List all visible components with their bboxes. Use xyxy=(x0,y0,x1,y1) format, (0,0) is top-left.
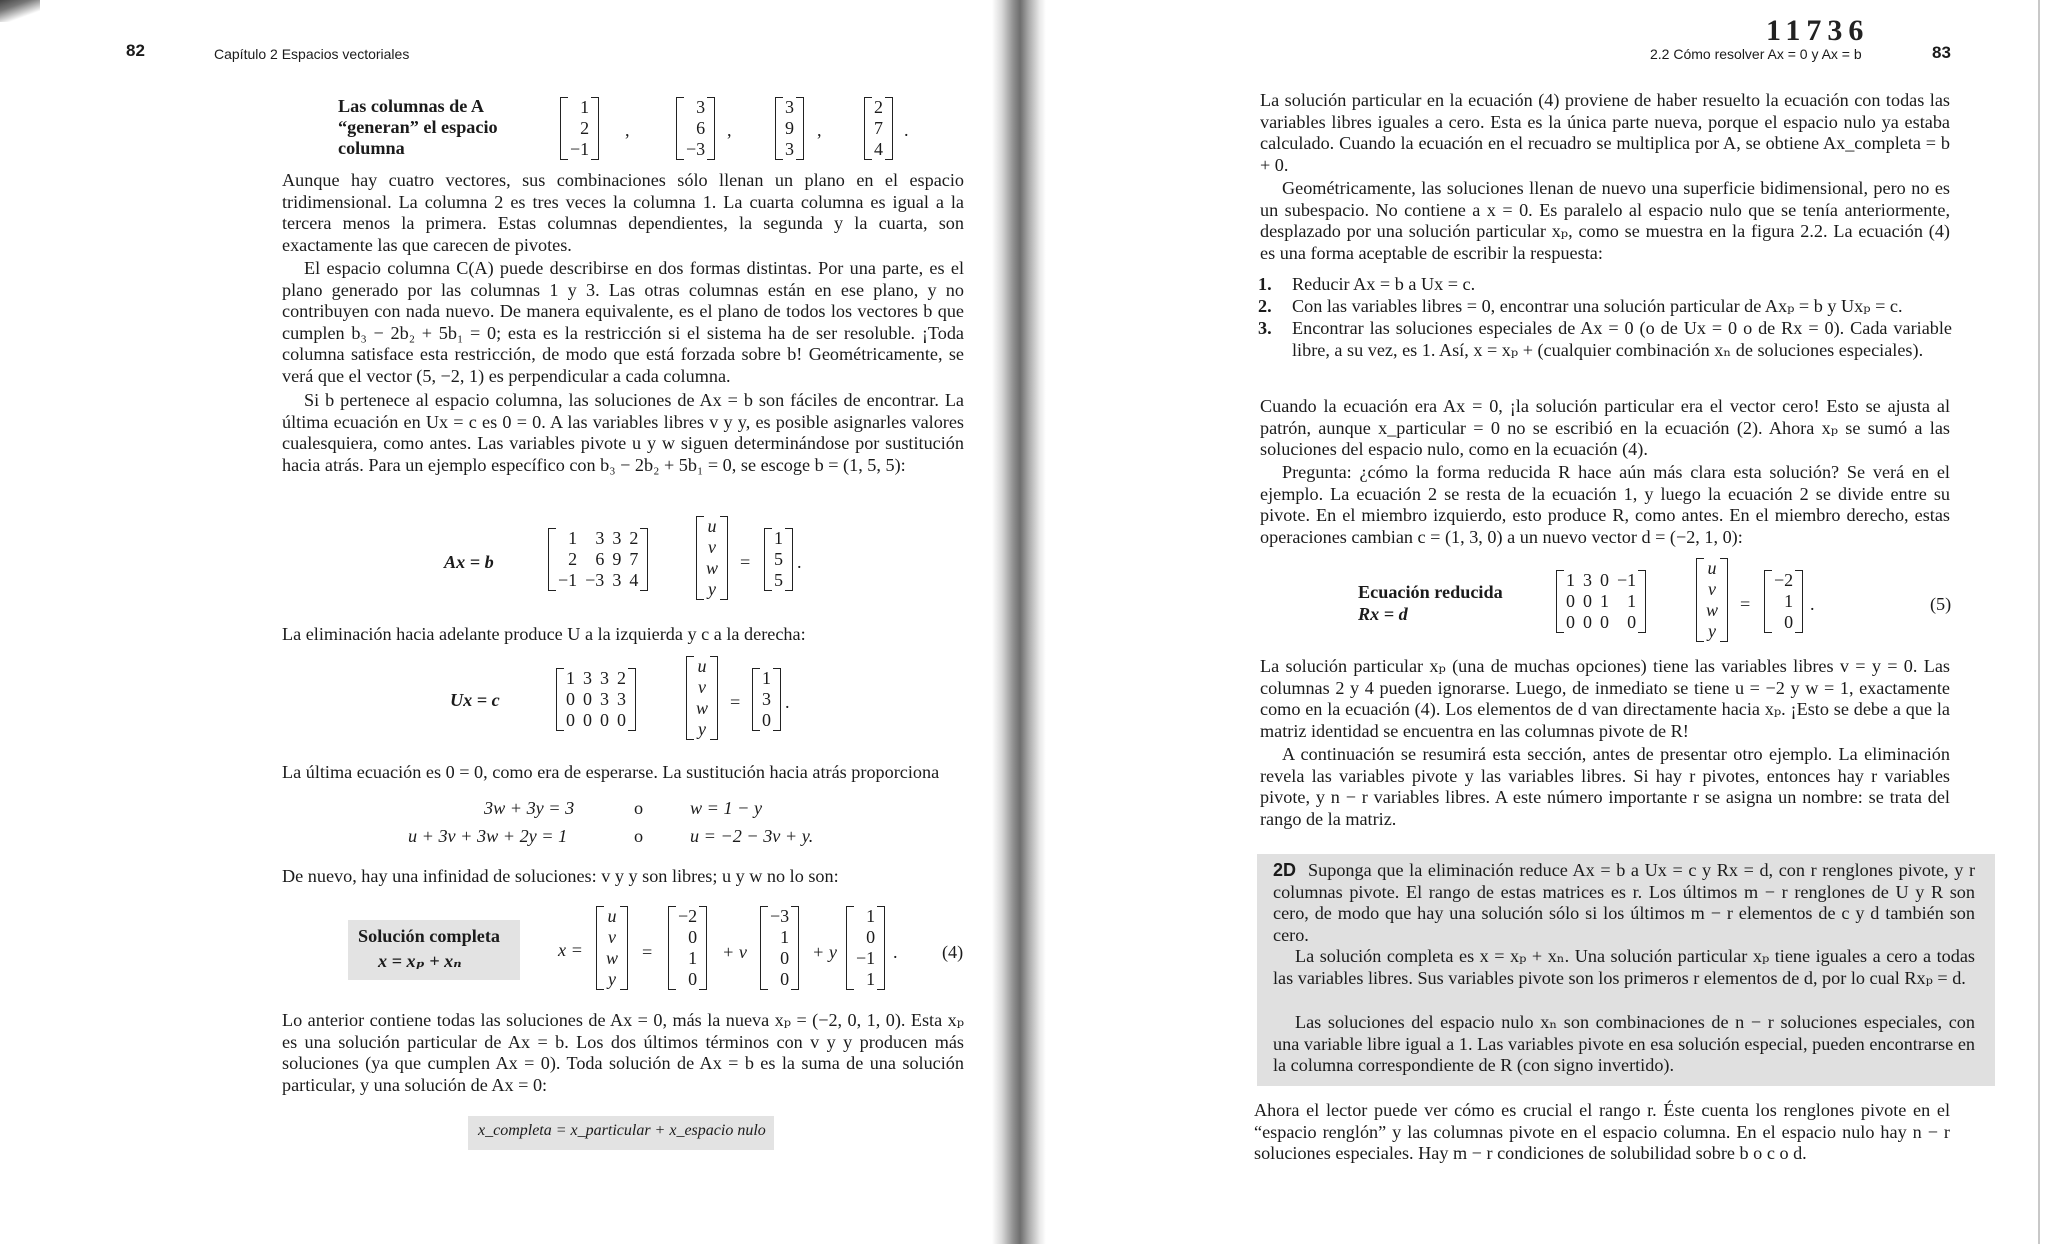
back-sub-left-2: u + 3v + 3w + 2y = 1 xyxy=(408,826,568,846)
summary-box-p1-text: Suponga que la eliminación reduce Ax = b a Ux = c y Rx = d, con r renglones pivote, y r columnas pivote. El rango de estas matrices es r. Los últimos m − r renglones de U y R son cero, de modo que hay una solución sólo si los últimos m − r elementos de c y d también son cero. xyxy=(1273,860,1975,945)
matrix-body: 1 3 3 2 0 0 3 3 0 0 0 0 xyxy=(556,668,636,731)
unknowns-vector xyxy=(596,906,628,990)
inventory-stamp: 11736 xyxy=(1766,14,1870,47)
unknowns-vector xyxy=(1696,558,1728,642)
equation-label-axb: Ax = b xyxy=(444,552,494,572)
paragraph-zero-particular: Cuando la ecuación era Ax = 0, ¡la solución particular era el vector cero! Esto se ajusta al patrón, aunque x_particular = 0 no se escribió en la ecuación (2). Ahora xₚ se sumó a las soluciones del espacio nulo, como en la ecuación (4). xyxy=(1260,396,1950,460)
matrix-body: 1 3 0 −1 0 0 1 1 0 0 0 0 xyxy=(1556,570,1646,633)
unknowns-vector xyxy=(686,656,718,740)
matrix-A xyxy=(548,528,648,591)
matrix-body: 1 2 −1 xyxy=(560,97,599,160)
matrix-body: −3 1 0 0 xyxy=(760,906,799,990)
paragraph-column-space: El espacio columna C(A) puede describirse en dos formas distintas. Por una parte, es el plano generado por las columnas 1 y 3. Las otras columnas están en ese plano, y no contribuyen con nada nuevo. De manera equivalente, es el plano de todos los vectores b que cumplen b₃ − 2b₂ + 5b₁ = 0; esta es la restricción si el sistema ha de ser resoluble. ¡Toda columna satisface esta restricción, de modo que está forzada sobre b! Geométricamente, se verá que el vector (5, −2, 1) es perpendicular a cada columna. xyxy=(282,258,964,386)
page-number-right: 83 xyxy=(1932,43,1951,62)
vector-c xyxy=(752,668,781,731)
matrix-R xyxy=(1556,570,1646,633)
column-vector-4 xyxy=(864,97,893,160)
step-text: Reducir Ax = b a Ux = c. xyxy=(1292,274,1476,294)
matrix-body: 1 3 0 xyxy=(752,668,781,731)
solution-box-formula: x = xₚ + xₙ xyxy=(378,951,462,971)
matrix-body: −2 0 1 0 xyxy=(668,906,707,990)
back-sub-right-1: w = 1 − y xyxy=(690,798,763,818)
solution-box xyxy=(348,920,520,980)
column-vector-2 xyxy=(676,97,715,160)
paragraph-back-substitution: La última ecuación es 0 = 0, como era de esperarse. La sustitución hacia atrás proporciona xyxy=(282,762,940,782)
plus-v: + v xyxy=(722,942,747,962)
reduced-equation-label: Ecuación reducida xyxy=(1358,582,1503,602)
matrix-body: u v w y xyxy=(686,656,718,740)
column-vector-3 xyxy=(775,97,804,160)
summary-box-tag: 2D xyxy=(1273,860,1297,880)
complete-formula-box xyxy=(468,1116,774,1150)
matrix-body: u v w y xyxy=(696,516,728,600)
page-number-left: 82 xyxy=(126,41,145,60)
summary-box-2D xyxy=(1257,854,1995,1086)
vector-special-2 xyxy=(846,906,885,990)
sidebar-columns-label: Las columnas de A “generan” el espacio columna xyxy=(338,96,498,158)
paragraph-rank-intro: A continuación se resumirá esta sección, antes de presentar otro ejemplo. La eliminación revela las variables pivote y las variables libres. Si hay r pivotes, entonces hay r variables pivote, y n − r variables libres. A este número importante r se asigna un nombre: se trata del rango de la matriz. xyxy=(1260,744,1950,829)
page-edge xyxy=(2038,0,2040,1244)
back-sub-or-2: o xyxy=(634,826,644,846)
step-number: 3. xyxy=(1258,318,1272,338)
reduced-equation-formula: Rx = d xyxy=(1358,604,1408,624)
steps-list xyxy=(1258,274,1958,384)
matrix-body: 2 7 4 xyxy=(864,97,893,160)
matrix-U xyxy=(556,668,636,731)
running-head-right: 2.2 Cómo resolver Ax = 0 y Ax = b xyxy=(1650,46,1862,62)
paragraph-reading-xp: La solución particular xₚ (una de muchas opciones) tiene las variables libres v = y = 0. Las columnas 2 y 4 pueden ignorarse. Luego, de inmediato se tiene u = −2 y w = 1, exactamente como en la ecuación (4). Los elementos de d van directamente hacia xₚ. ¡Esto se debe a que la matriz identidad se encuentra en las columnas pivote de R! xyxy=(1260,656,1950,741)
step-number: 1. xyxy=(1258,274,1272,294)
step-text: Encontrar las soluciones especiales de Ax = 0 (o de Ux = 0 o de Rx = 0). Cada variable libre, a su vez, es 1. Así, x = xₚ + (cualquier combinación xₙ de soluciones especiales). xyxy=(1292,318,1952,360)
summary-box-p1 xyxy=(1273,860,1975,946)
solution-box-title: Solución completa xyxy=(358,926,500,946)
matrix-body: u v w y xyxy=(1696,558,1728,642)
matrix-body: 1 0 −1 1 xyxy=(846,906,885,990)
vector-b xyxy=(764,528,793,591)
complete-formula: x_completa = x_particular + x_espacio nulo xyxy=(478,1122,766,1139)
back-sub-or-1: o xyxy=(634,798,644,818)
book-gutter xyxy=(992,0,1046,1244)
step-text: Con las variables libres = 0, encontrar una solución particular de Axₚ = b y Uxₚ = c. xyxy=(1292,296,1903,316)
matrix-body: −2 1 0 xyxy=(1764,570,1803,633)
paragraph-forward-elimination: La eliminación hacia adelante produce U a la izquierda y c a la derecha: xyxy=(282,624,806,644)
summary-box-p2: La solución completa es x = xₚ + xₙ. Una solución particular xₚ tiene iguales a cero a todas las variables libres. Sus variables pivote son los primeros r elementos de d, por lo cual Rxₚ = d. xyxy=(1273,946,1975,988)
back-sub-left-1: 3w + 3y = 3 xyxy=(484,798,575,818)
paragraph-question: Pregunta: ¿cómo la forma reducida R hace aún más clara esta solución? Se verá en el ejemplo. La ecuación 2 se resta de la ecuación 1, y luego la ecuación 2 se divide entre su pivote. En el miembro izquierdo, esto produce R, como antes. En el miembro derecho, estas operaciones cambian c = (1, 3, 0) a un nuevo vector d = (−2, 1, 0): xyxy=(1260,462,1950,547)
column-vector-1 xyxy=(560,97,599,160)
equation-label-uxc: Ux = c xyxy=(450,690,500,710)
paragraph-particular-solution: Lo anterior contiene todas las soluciones de Ax = 0, más la nueva xₚ = (−2, 0, 1, 0). Esta xₚ es una solución particular de Ax = b. Los dos últimos términos con v y y producen más soluciones (ya que cumplen Ax = 0). Toda solución de Ax = b es la suma de una solución particular, y una solución de Ax = 0: xyxy=(282,1010,964,1095)
paragraph-dependent-columns: Aunque hay cuatro vectores, sus combinaciones sólo llenan un plano en el espacio tridimensional. La columna 2 es tres veces la columna 1. La cuarta columna es igual a la tercera menos la primera. Estas columnas dependientes, la segunda y la cuarta, son exactamente las que carecen de pivotes. xyxy=(282,170,964,255)
paragraph-particular-example: Si b pertenece al espacio columna, las soluciones de Ax = b son fáciles de encontrar. La última ecuación en Ux = c es 0 = 0. A las variables libres v y y, es posible asignarles valores cualesquiera, como antes. Las variables pivote u y w siguen determinándose por sustitución hacia atrás. Para un ejemplo específico con b₃ − 2b₂ + 5b₁ = 0, se escoge b = (1, 5, 5): xyxy=(282,390,964,475)
equation-number-4: (4) xyxy=(942,942,964,962)
matrix-body: 1 5 5 xyxy=(764,528,793,591)
step-number: 2. xyxy=(1258,296,1272,316)
matrix-body: 3 6 −3 xyxy=(676,97,715,160)
matrix-body: 1 3 3 2 2 6 9 7 −1 −3 3 4 xyxy=(548,528,648,591)
paragraph-rank-crucial: Ahora el lector puede ver cómo es crucial el rango r. Éste cuenta los renglones pivote en el “espacio renglón” y las columnas pivote en el espacio columna. En el espacio nulo hay n − r soluciones especiales. Hay m − r condiciones de solubilidad sobre b o c o d. xyxy=(1254,1100,1950,1164)
matrix-body: 3 9 3 xyxy=(775,97,804,160)
running-head-left: Capítulo 2 Espacios vectoriales xyxy=(214,46,410,62)
equation-number-5: (5) xyxy=(1930,594,1952,614)
vector-xp xyxy=(668,906,707,990)
paragraph-infinite-solutions: De nuevo, hay una infinidad de soluciones: v y y son libres; u y w no lo son: xyxy=(282,866,839,886)
unknowns-vector xyxy=(696,516,728,600)
plus-y: + y xyxy=(812,942,837,962)
summary-box-p3: Las soluciones del espacio nulo xₙ son combinaciones de n − r soluciones especiales, con una variable libre igual a 1. Las variables pivote en esa solución especial, pueden encontrarse en la columna correspondiente de R (con signo invertido). xyxy=(1273,1012,1975,1076)
back-sub-right-2: u = −2 − 3v + y. xyxy=(690,826,814,846)
paragraph-particular-origin: La solución particular en la ecuación (4) proviene de haber resuelto la ecuación con todas las variables libres iguales a cero. Esta es la única parte nueva, porque el espacio nulo ya estaba calculado. Cuando la ecuación en el recuadro se multiplica por A, se obtiene Ax_completa = b + 0. xyxy=(1260,90,1950,175)
x-equals: x = xyxy=(558,940,583,960)
matrix-body: u v w y xyxy=(596,906,628,990)
left-page: 82 Capítulo 2 Espacios vectoriales Las columnas de A “generan” el espacio columna 1 2 −1 , 3 6 −3 , 3 9 3 , 2 7 4 . Aunque hay cuatro vectores, sus combinaciones sólo llenan un plano en el espacio tridimensional. La columna 2 es tres veces la columna 1. La cuarta columna es igual a la tercera menos la primera. Estas columnas dependientes, la segunda y la cuarta, son exactamente las que carecen de pivotes. El espacio columna C(A) puede describirse en dos formas distintas. Por una parte, es el plano generado por las columnas 1 y 3. Las otras columnas están en ese plano, y no contribuyen con nada nuevo. De manera equivalente, es el plano de todos los vectores b que cumplen b₃ − 2b₂ + 5b₁ = 0; esta es la restricción si el sistema ha de ser resoluble. ¡Toda columna satisface esta restricción, de modo que está forzada sobre b! Geométricamente, se verá que el vector (5, −2, 1) es perpendicular a cada columna. Si b pertenece al espacio columna, las soluciones de Ax = b son fáciles de encontrar. La última ecuación en Ux = c es 0 = 0. A las variables libres v y y, es posible asignarles valores cualesquiera, como antes. Las variables pivote u y w siguen determinándose por sustitución hacia atrás. Para un ejemplo específico con b₃ − 2b₂ + 5b₁ = 0, se escoge b = (1, 5, 5): Ax = b 1 3 3 2 2 6 9 7 −1 −3 3 4 u v w y = 1 5 5 . La eliminación hacia adelante produce U a la izquierda y c a la derecha: Ux = c 1 3 3 2 0 0 3 3 0 0 0 0 u v w y = 1 3 0 . La última ecuación es 0 = 0, como era de esperarse. La sustitución hacia atrás proporciona 3w + 3y = 3 o w = 1 − y u + 3v + 3w + 2y = 1 o u = −2 − 3v + y. De nuevo, hay una infinidad de soluciones: v y y son libres; u y w no lo son: Solución completa x = xₚ + xₙ x = u v w y = −2 0 1 0 + v −3 1 0 0 + y 1 0 −1 1 . (4) Lo anterior contiene todas las soluciones de Ax = 0, más la nueva xₚ = (−2, 0, 1, 0). Esta xₚ es una solución particular de Ax = b. Los dos últimos términos con v y y producen más soluciones (ya que cumplen Ax = 0). Toda solución de Ax = b es la suma de una solución particular, y una solución de Ax = 0: x_completa = x_particular + x_espacio nulo xyxy=(0,0,1000,1244)
vector-d xyxy=(1764,570,1803,633)
vector-special-1 xyxy=(760,906,799,990)
paragraph-geometry: Geométricamente, las soluciones llenan de nuevo una superficie bidimensional, pero no es un subespacio. No contiene a x = 0. Es paralelo al espacio nulo que se tenía anteriormente, desplazado por una solución particular xₚ, como se muestra en la figura 2.2. La ecuación (4) es una forma aceptable de escribir la respuesta: xyxy=(1260,178,1950,263)
